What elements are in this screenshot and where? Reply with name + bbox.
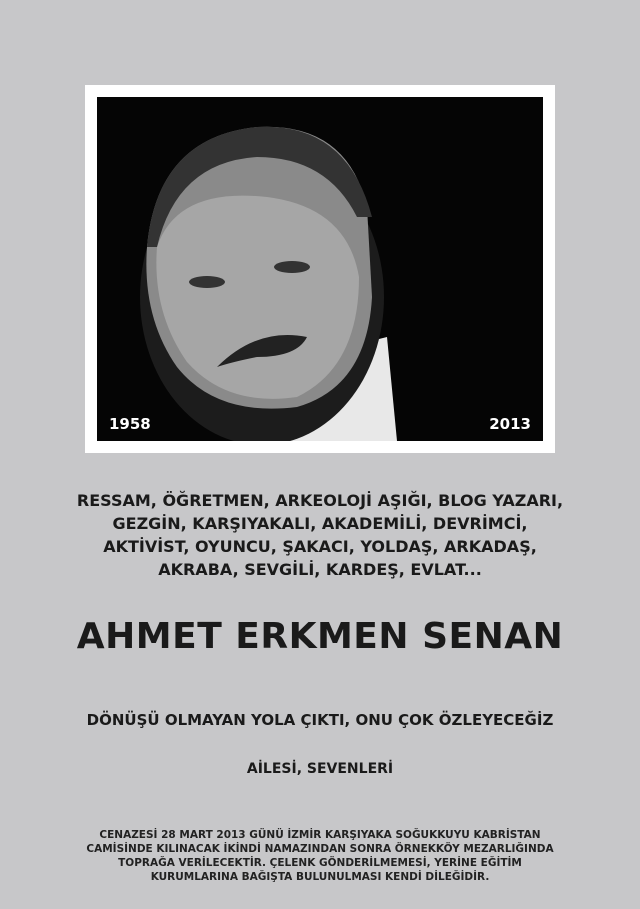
info-line: CAMİSİNDE KILINACAK İKİNDİ NAMAZINDAN SONRA ÖRNEKKÖY MEZARLIĞINDA bbox=[86, 843, 554, 855]
photo-frame bbox=[85, 85, 555, 453]
portrait-photo bbox=[97, 97, 543, 441]
info-line: TOPRAĞA VERİLECEKTİR. ÇELENK GÖNDERİLMEMESİ, YERİNE EĞİTİM bbox=[118, 857, 522, 869]
roles-line: AKRABA, SEVGİLİ, KARDEŞ, EVLAT... bbox=[158, 560, 482, 579]
info-line: CENAZESİ 28 MART 2013 GÜNÜ İZMİR KARŞIYAKA SOĞUKKUYU KABRİSTAN bbox=[99, 829, 541, 841]
roles-list bbox=[0, 489, 640, 581]
deceased-name: AHMET ERKMEN SENAN bbox=[76, 616, 564, 657]
birth-year: 1958 bbox=[109, 415, 151, 433]
portrait-image bbox=[97, 97, 543, 441]
roles-line: AKTİVİST, OYUNCU, ŞAKACI, YOLDAŞ, ARKADAŞ, bbox=[103, 537, 537, 556]
info-line: KURUMLARINA BAĞIŞTA BULUNULMASI KENDİ DİLEĞİDİR. bbox=[150, 871, 490, 883]
farewell-message: DÖNÜŞÜ OLMAYAN YOLA ÇIKTI, ONU ÇOK ÖZLEYECEĞİZ bbox=[86, 711, 554, 729]
roles-line: GEZGİN, KARŞIYAKALI, AKADEMİLİ, DEVRİMCİ, bbox=[112, 514, 528, 533]
death-year: 2013 bbox=[489, 415, 531, 433]
roles-line: RESSAM, ÖĞRETMEN, ARKEOLOJİ AŞIĞI, BLOG YAZARI, bbox=[76, 491, 564, 510]
family-signature: AİLESİ, SEVENLERİ bbox=[246, 761, 394, 777]
funeral-info bbox=[0, 828, 640, 884]
